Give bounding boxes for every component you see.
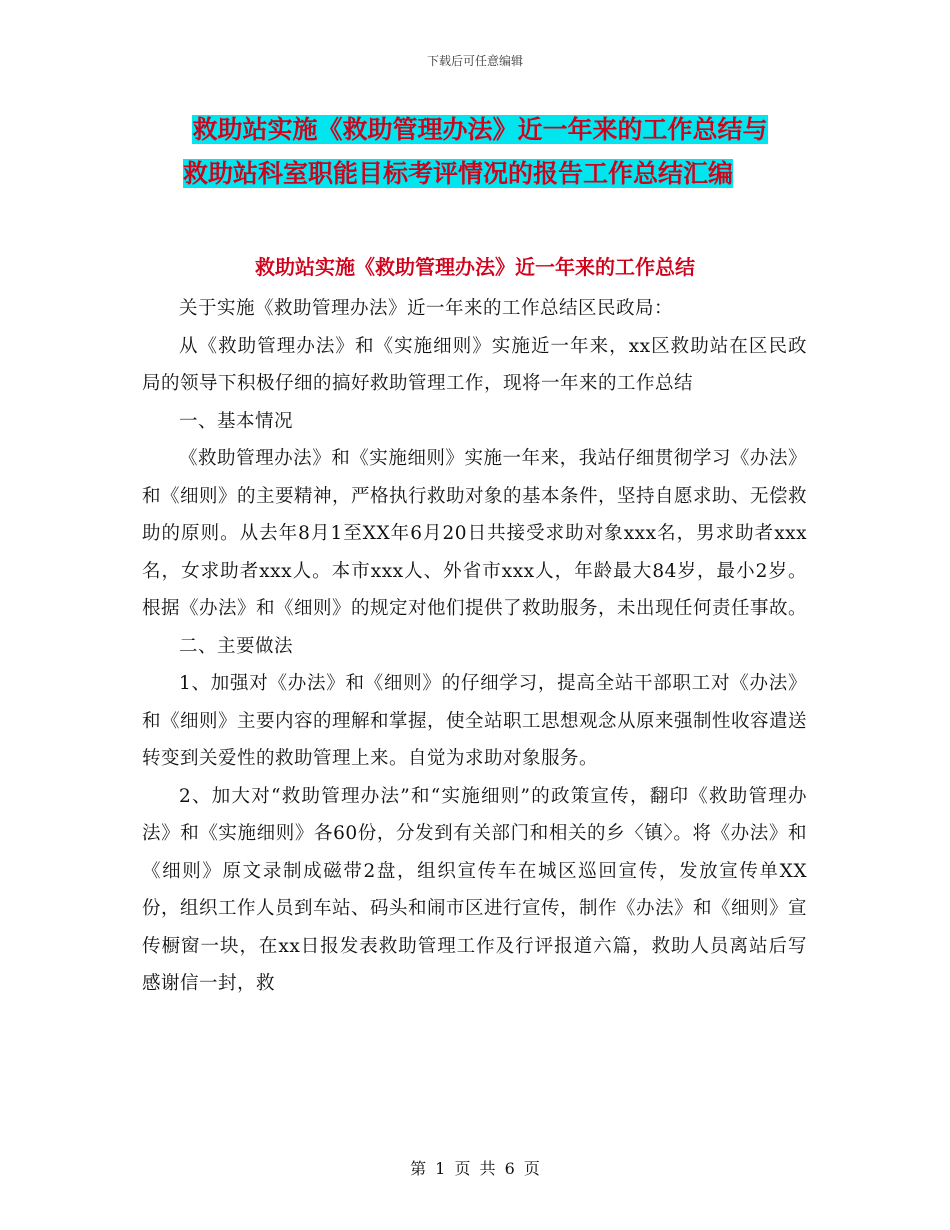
paragraph-intro: 从《救助管理办法》和《实施细则》实施近一年来，xx区救助站在区民政局的领导下积极仔细的搞好救助管理工作，现将一年来的工作总结	[142, 335, 807, 394]
title-highlight-2: 救助站科室职能目标考评情况的报告工作总结汇编	[183, 159, 734, 188]
section-title: 救助站实施《救助管理办法》近一年来的工作总结	[255, 255, 695, 279]
document-body	[142, 290, 807, 1003]
heading-basic-situation: 一、基本情况	[179, 410, 294, 432]
title-highlight-1: 救助站实施《救助管理办法》近一年来的工作总结与	[192, 115, 768, 144]
heading-main-practices: 二、主要做法	[179, 635, 294, 657]
paragraph-practice-1: 1、加强对《办法》和《细则》的仔细学习，提高全站干部职工对《办法》和《细则》主要内容的理解和掌握，使全站职工思想观念从原来强制性收容遣送转变到关爱性的救助管理上来。自觉为求助对象服务。	[142, 673, 808, 769]
paragraph-practice-2: 2、加大对“救助管理办法”和“实施细则”的政策宣传，翻印《救助管理办法》和《实施细则》各60份，分发到有关部门和相关的乡〈镇〉。将《办法》和《细则》原文录制成磁带2盘，组织宣传车在城区巡回宣传，发放宣传单XX份，组织工作人员到车站、码头和闹市区进行宣传，制作《办法》和《细则》宣传橱窗一块，在xx日报发表救助管理工作及行评报道六篇，救助人员离站后写感谢信一封，救	[142, 785, 808, 994]
page-number-footer: 第 1 页 共 6 页	[410, 1159, 540, 1178]
document-title-line-2	[183, 157, 863, 191]
paragraph-salutation: 关于实施《救助管理办法》近一年来的工作总结区民政局：	[179, 298, 674, 319]
document-title-line-1	[140, 113, 820, 147]
page-header-note: 下载后可任意编辑	[426, 54, 523, 68]
paragraph-basic-situation: 《救助管理办法》和《实施细则》实施一年来，我站仔细贯彻学习《办法》和《细则》的主要精神，严格执行救助对象的基本条件，坚持自愿求助、无偿救助的原则。从去年8月1至XX年6月20日共接受求助对象xxx名，男求助者xxx名，女求助者xxx人。本市xxx人、外省市xxx人，年龄最大84岁，最小2岁。根据《办法》和《细则》的规定对他们提供了救助服务，未出现任何责任事故。	[142, 448, 808, 619]
